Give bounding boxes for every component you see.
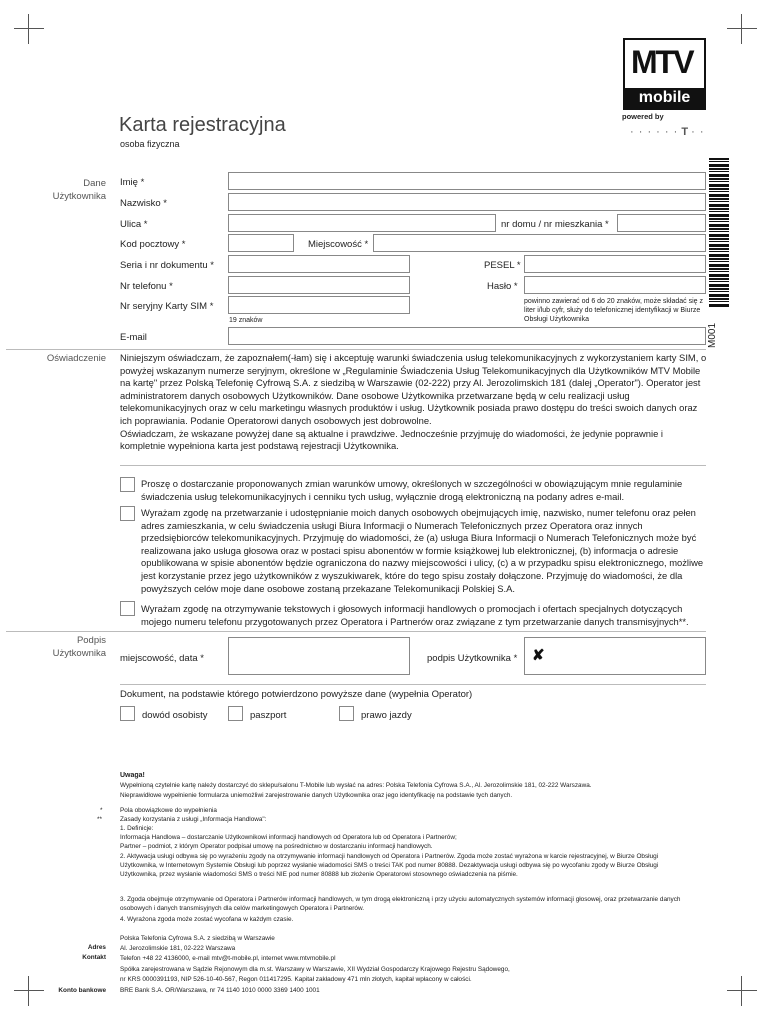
consent-directory-checkbox[interactable] bbox=[120, 506, 135, 521]
last-name-field[interactable] bbox=[228, 193, 706, 211]
powered-by-text: powered by bbox=[622, 112, 664, 121]
footer-line-5: nr KRS 0000391193, NIP 526-10-40-567, Regon 011417295. Kapitał zakładowy 471 mln złotych, kapitał wpłacony w całości. bbox=[120, 976, 472, 983]
user-signature-field[interactable] bbox=[524, 637, 706, 675]
footer-line-1: Polska Telefonia Cyfrowa S.A. z siedzibą w Warszawie bbox=[120, 935, 275, 942]
footer-line-2: Al. Jerozolimskie 181, 02-222 Warszawa bbox=[120, 945, 236, 952]
footnote-item-4: 4. Wyrażona zgoda może zostać wycofana w każdym czasie. bbox=[120, 916, 294, 923]
footnote-star-2-mark: ** bbox=[97, 816, 102, 823]
barcode-icon bbox=[709, 158, 729, 308]
crop-mark-top-right bbox=[727, 14, 757, 44]
crop-mark-top-left bbox=[14, 14, 44, 44]
last-name-label: Nazwisko * bbox=[120, 198, 167, 209]
signature-divider bbox=[6, 631, 706, 632]
street-label: Ulica * bbox=[120, 219, 148, 230]
password-field[interactable] bbox=[524, 276, 706, 294]
section-user-data: Dane Użytkownika bbox=[52, 178, 106, 202]
tmobile-logo: · · · · · · T · · bbox=[630, 126, 705, 138]
footnote-item-3: 3. Zgoda obejmuje otrzymywanie od Operatora i Partnerów informacji handlowych, w tym drogą elektroniczną i przy użyciu automatycznych systemów informacji głosowej, oraz przetwarzanie danych osobowych i danych transmisyjnych dla celów marketingowych Operatora i Partnerów. bbox=[120, 896, 681, 912]
footnote-item-2: 2. Aktywacja usługi odbywa się po wyrażeniu zgody na otrzymywanie informacji handlowych od Operatora i Partnerów. Zgoda może zostać wyrażona w karcie rejestracyjnej, w Biurze Obsługi Użytkownika, w Internetowym Systemie Obsługi lub poprzez wysłanie wiadomości SMS o treści TAK pod numer 80888. Dezaktywacja usługi odbywa się po wycofaniu zgody w Biurze Obsługi Użytkownika, przez wysłanie wiadomości SMS o treści NIE pod numer 80888 lub złożenie Operatorowi stosownego oświadczenia na piśmie. bbox=[120, 853, 659, 878]
consent-marketing-text: Wyrażam zgodę na otrzymywanie tekstowych i głosowych informacji handlowych o promocjach i ofertach specjalnych dotyczących mojego numeru telefonu przygotowanych przez Operatora i Partnerów oraz związane z tym przetwarzanie danych transmisyjnych**. bbox=[141, 603, 689, 627]
email-field[interactable] bbox=[228, 327, 706, 345]
footer-address-label: Adres bbox=[87, 944, 106, 951]
footer-contact-label: Kontakt bbox=[82, 954, 106, 961]
house-number-field[interactable] bbox=[617, 214, 706, 232]
user-signature-label: podpis Użytkownika * bbox=[427, 653, 518, 664]
signature-mark-icon: ✘ bbox=[532, 647, 545, 664]
footnote-item-1b: Partner – podmiot, z którym Operator podpisał umowę na pośrednictwo w dostarczaniu informacji handlowych. bbox=[120, 843, 433, 850]
declaration-divider bbox=[120, 465, 706, 466]
phone-field[interactable] bbox=[228, 276, 410, 294]
section-signature: Podpis Użytkownika bbox=[52, 635, 106, 659]
warning-title: Uwaga! bbox=[120, 772, 145, 779]
document-number-label: Seria i nr dokumentu * bbox=[120, 260, 214, 271]
consent-directory-text: Wyrażam zgodę na przetwarzanie i udostępnianie moich danych osobowych obejmujących imię, nazwisko, numer telefonu oraz pełen adres zamieszkania, w celu świadczenia usługi Biura Informacji o Numerach Telefonicznych przez Operatora oraz innych przedsiębiorców telekomunikacyjnych. Przyjmuję do wiadomości, że (a) usługa Biura Informacji o Numerach Telefonicznych może być realizowana jako usługa głosowa oraz w postaci spisu abonentów w formie książkowej lub elektronicznej, (b) informacja o adresie opublikowana w spisie abonentów będzie ograniczona do nazwy miejscowości i ulicy, (c) a w przypadku spisu elektronicznego, możliwe jest korzystanie przez jego użytkowników z wyszukiwarek, które do tego spisu zostały dołączone. Przyjmuję do wiadomości, że dla powyższych celów moje dane osobowe zostaną przekazane Telekomunikacji Polskiej S.A. bbox=[141, 507, 704, 594]
footnote-item-1a: Informacja Handlowa – dostarczanie Użytkownikowi informacji handlowych od Operatora lub od Operatora i Partnerów; bbox=[120, 834, 457, 841]
consent-marketing-checkbox[interactable] bbox=[120, 601, 135, 616]
sim-number-label: Nr seryjny Karty SIM * bbox=[120, 301, 214, 312]
consent-email-checkbox[interactable] bbox=[120, 477, 135, 492]
page-subtitle: osoba fizyczna bbox=[120, 139, 180, 149]
password-label: Hasło * bbox=[487, 281, 518, 292]
street-field[interactable] bbox=[228, 214, 496, 232]
place-date-field[interactable] bbox=[228, 637, 410, 675]
id-card-label: dowód osobisty bbox=[142, 710, 208, 721]
page-title: Karta rejestracyjna bbox=[119, 114, 286, 136]
phone-label: Nr telefonu * bbox=[120, 281, 173, 292]
mtv-logo-mark: MTV bbox=[631, 44, 693, 80]
city-label: Miejscowość * bbox=[308, 239, 369, 250]
sim-number-field[interactable] bbox=[228, 296, 410, 314]
warning-line-2: Nieprawidłowe wypełnienie formularza uniemożliwi zarejestrowanie danych Użytkownika oraz jego identyfikację na podstawie tych danych. bbox=[120, 792, 513, 799]
postal-code-field[interactable] bbox=[228, 234, 294, 252]
pesel-field[interactable] bbox=[524, 255, 706, 273]
first-name-label: Imię * bbox=[120, 177, 145, 188]
mtv-mobile-logo bbox=[623, 38, 706, 110]
password-note: powinno zawierać od 6 do 20 znaków, może składać się z liter i/lub cyfr, służy do telefonicznej identyfikacji w Biurze Obsługi Użytkownika bbox=[524, 298, 703, 323]
driving-license-checkbox[interactable] bbox=[339, 706, 354, 721]
section-declaration: Oświadczenie bbox=[46, 353, 106, 364]
email-label: E-mail bbox=[120, 332, 147, 343]
document-number-field[interactable] bbox=[228, 255, 410, 273]
crop-mark-bottom-right bbox=[727, 976, 757, 1006]
section-divider bbox=[6, 349, 706, 350]
first-name-field[interactable] bbox=[228, 172, 706, 190]
passport-checkbox[interactable] bbox=[228, 706, 243, 721]
document-divider bbox=[120, 684, 706, 685]
pesel-label: PESEL * bbox=[484, 260, 521, 271]
mobile-wordmark: mobile bbox=[625, 88, 704, 108]
tmobile-mark: T bbox=[681, 126, 689, 138]
footnote-star-1-mark: * bbox=[100, 807, 103, 814]
place-date-label: miejscowość, data * bbox=[120, 653, 204, 664]
footer-bank-label: Konto bankowe bbox=[58, 987, 106, 994]
tmobile-dots: · · · · · · bbox=[630, 126, 679, 138]
declaration-text: Niniejszym oświadczam, że zapoznałem(-łam) się i akceptuję warunki świadczenia usług telekomunikacyjnych z wykorzystaniem karty SIM, o powyżej wskazanym numerze seryjnym, określone w „Regulaminie Świadczenia Usług Telekomunikacyjnych dla Użytkowników MTV Mobile na kartę" przez Polską Telefonię Cyfrową S.A. z siedzibą w Warszawie (02-222) przy Al. Jerozolimskich 181 (dalej „Operator"). Operator jest administratorem danych osobowych Użytkowników. Dane osobowe Użytkownika przetwarzane będą w celu realizacji usług telekomunikacyjnych oraz w celu marketingu własnych produktów i usług. Użytkownik posiada prawo dostępu do treści swoich danych oraz ich poprawiania. Podanie Operatorowi danych osobowych jest dobrowolne. Oświadczam, że wskazane powyżej dane są aktualne i prawdziwe. Jednocześnie przyjmuję do wiadomości, że jedynie poprawnie i kompletnie wypełniona karta jest podstawą rejestracji Użytkownika. bbox=[120, 352, 707, 452]
driving-license-label: prawo jazdy bbox=[361, 710, 412, 721]
footnote-star-1: Pola obowiązkowe do wypełnienia bbox=[120, 807, 217, 814]
id-card-checkbox[interactable] bbox=[120, 706, 135, 721]
document-heading: Dokument, na podstawie którego potwierdzono powyższe dane (wypełnia Operator) bbox=[120, 689, 473, 700]
consent-email-text: Proszę o dostarczanie proponowanych zmian warunków umowy, określonych w szczególności w obowiązującym mnie regulaminie świadczenia usług telekomunikacyjnych i cenniku tych usług, wyłącznie drogą elektroniczną na podany adres e-mail. bbox=[141, 478, 683, 502]
house-number-label: nr domu / nr mieszkania * bbox=[501, 219, 609, 230]
warning-line-1: Wypełnioną czytelnie kartę należy dostarczyć do sklepu/salonu T-Mobile lub wysłać na adres: Polska Telefonia Cyfrowa S.A., Al. Jerozolimskie 181, 02-222 Warszawa. bbox=[120, 782, 592, 789]
footnote-star-2: Zasady korzystania z usługi „Informacja Handlowa": bbox=[120, 816, 267, 823]
sim-number-note: 19 znaków bbox=[229, 317, 263, 324]
barcode-code: M001 bbox=[707, 322, 719, 349]
footer-line-6: BRE Bank S.A. OR/Warszawa, nr 74 1140 1010 0000 3369 1400 1001 bbox=[120, 987, 320, 994]
footer-line-4: Spółka zarejestrowana w Sądzie Rejonowym dla m.st. Warszawy w Warszawie, XII Wydział Gospodarczy Krajowego Rejestru Sądowego, bbox=[120, 966, 510, 973]
passport-label: paszport bbox=[250, 710, 287, 721]
footnote-item-1: 1. Definicje: bbox=[120, 825, 154, 832]
city-field[interactable] bbox=[373, 234, 706, 252]
postal-code-label: Kod pocztowy * bbox=[120, 239, 186, 250]
footer-line-3: Telefon +48 22 4136000, e-mail mtv@t-mobile.pl, internet www.mtvmobile.pl bbox=[120, 955, 336, 962]
